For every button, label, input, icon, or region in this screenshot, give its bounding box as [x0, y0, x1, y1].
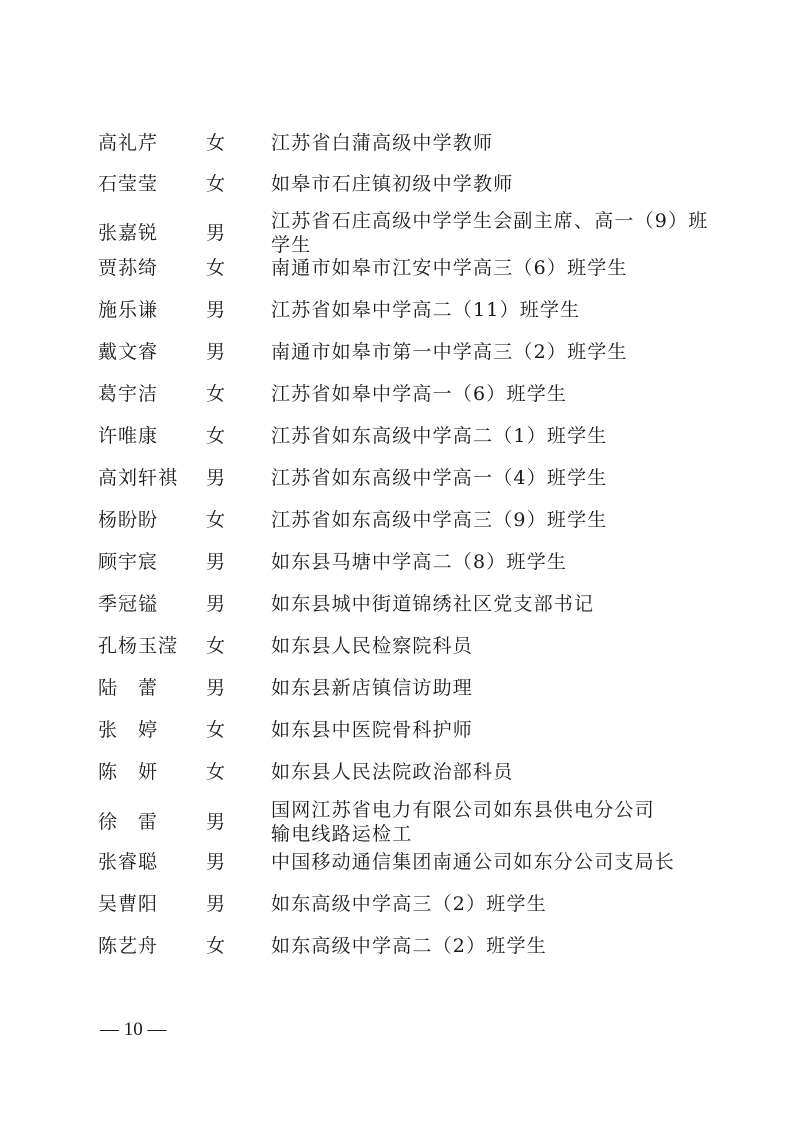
description-line: 学生	[271, 234, 312, 256]
description-line: 中国移动通信集团南通公司如东分公司支局长	[271, 851, 676, 873]
member-description	[271, 466, 608, 490]
description-line: 江苏省石庄高级中学学生会副主席、高一（9）班	[271, 210, 709, 232]
member-name: 许唯康	[98, 425, 159, 447]
description-line: 如皋市石庄镇初级中学教师	[271, 173, 514, 195]
member-gender: 男	[206, 811, 226, 833]
member-description	[271, 592, 594, 616]
list-item	[0, 382, 800, 426]
member-gender: 男	[206, 851, 226, 873]
description-line: 如东高级中学高三（2）班学生	[271, 893, 547, 915]
member-gender: 女	[206, 509, 226, 531]
description-line: 江苏省如东高级中学高三（9）班学生	[271, 509, 608, 531]
description-line: 如东县中医院骨科护师	[271, 719, 474, 741]
member-description	[271, 934, 547, 958]
member-name: 高刘轩祺	[98, 467, 179, 489]
member-name: 季冠镒	[98, 593, 159, 615]
member-gender: 男	[206, 593, 226, 615]
list-item	[0, 298, 800, 342]
member-gender: 女	[206, 257, 226, 279]
description-line: 如东县新店镇信访助理	[271, 677, 474, 699]
member-name: 张 婷	[98, 719, 159, 741]
member-gender: 女	[206, 425, 226, 447]
member-description	[271, 892, 547, 916]
description-line: 输电线路运检工	[271, 823, 413, 845]
member-gender: 男	[206, 222, 226, 244]
member-name: 高礼芹	[98, 132, 159, 154]
description-line: 江苏省如东高级中学高二（1）班学生	[271, 425, 608, 447]
list-item	[0, 209, 800, 256]
member-name: 顾宇宸	[98, 551, 159, 573]
description-line: 南通市如皋市第一中学高三（2）班学生	[271, 341, 628, 363]
member-description	[271, 424, 608, 448]
member-description	[271, 508, 608, 532]
list-item	[0, 934, 800, 978]
member-gender: 男	[206, 467, 226, 489]
description-line: 南通市如皋市江安中学高三（6）班学生	[271, 257, 628, 279]
list-item	[0, 718, 800, 762]
member-description	[271, 798, 655, 846]
list-item	[0, 340, 800, 384]
member-description	[271, 298, 580, 322]
description-line: 江苏省白蒲高级中学教师	[271, 132, 494, 154]
description-line: 江苏省如皋中学高二（11）班学生	[271, 299, 581, 321]
member-name: 葛宇洁	[98, 383, 159, 405]
member-description	[271, 676, 473, 700]
description-line: 如东县人民法院政治部科员	[271, 761, 514, 783]
member-description	[271, 850, 675, 874]
member-gender: 男	[206, 341, 226, 363]
member-name: 戴文睿	[98, 341, 159, 363]
member-name: 施乐谦	[98, 299, 159, 321]
list-item	[0, 892, 800, 936]
list-item	[0, 131, 800, 175]
description-line: 如东县城中街道锦绣社区党支部书记	[271, 593, 595, 615]
list-item	[0, 508, 800, 552]
member-name: 石莹莹	[98, 173, 159, 195]
description-line: 如东高级中学高二（2）班学生	[271, 935, 547, 957]
member-gender: 女	[206, 761, 226, 783]
member-description	[271, 340, 628, 364]
member-name: 吴曹阳	[98, 893, 159, 915]
member-description	[271, 634, 473, 658]
member-gender: 男	[206, 299, 226, 321]
member-description	[271, 382, 567, 406]
member-description	[271, 172, 513, 196]
description-line: 江苏省如东高级中学高一（4）班学生	[271, 467, 608, 489]
member-gender: 女	[206, 635, 226, 657]
member-description	[271, 256, 628, 280]
member-name: 贾荪绮	[98, 257, 159, 279]
description-line: 如东县马塘中学高二（8）班学生	[271, 551, 568, 573]
member-description	[271, 131, 493, 155]
member-gender: 男	[206, 893, 226, 915]
member-gender: 男	[206, 677, 226, 699]
member-name: 张嘉锐	[98, 222, 159, 244]
member-name: 孔杨玉滢	[98, 635, 179, 657]
member-name: 杨盼盼	[98, 509, 159, 531]
member-description	[271, 718, 473, 742]
member-name: 张睿聪	[98, 851, 159, 873]
description-line: 如东县人民检察院科员	[271, 635, 474, 657]
member-description	[271, 550, 567, 574]
list-item	[0, 798, 800, 845]
description-line: 江苏省如皋中学高一（6）班学生	[271, 383, 568, 405]
description-line: 国网江苏省电力有限公司如东县供电分公司	[271, 799, 655, 821]
member-gender: 女	[206, 719, 226, 741]
member-gender: 女	[206, 935, 226, 957]
member-description	[271, 760, 513, 784]
member-description	[271, 209, 709, 257]
member-name: 陈艺舟	[98, 935, 159, 957]
member-name: 陈 妍	[98, 761, 159, 783]
list-item	[0, 592, 800, 636]
list-item	[0, 466, 800, 510]
list-item	[0, 850, 800, 894]
list-item	[0, 256, 800, 300]
page-number: — 10 —	[100, 1019, 167, 1040]
list-item	[0, 676, 800, 720]
member-gender: 女	[206, 173, 226, 195]
member-gender: 女	[206, 383, 226, 405]
member-gender: 男	[206, 551, 226, 573]
member-gender: 女	[206, 132, 226, 154]
list-item	[0, 550, 800, 594]
member-name: 徐 雷	[98, 811, 159, 833]
member-name: 陆 蕾	[98, 677, 159, 699]
list-item	[0, 634, 800, 678]
list-item	[0, 424, 800, 468]
